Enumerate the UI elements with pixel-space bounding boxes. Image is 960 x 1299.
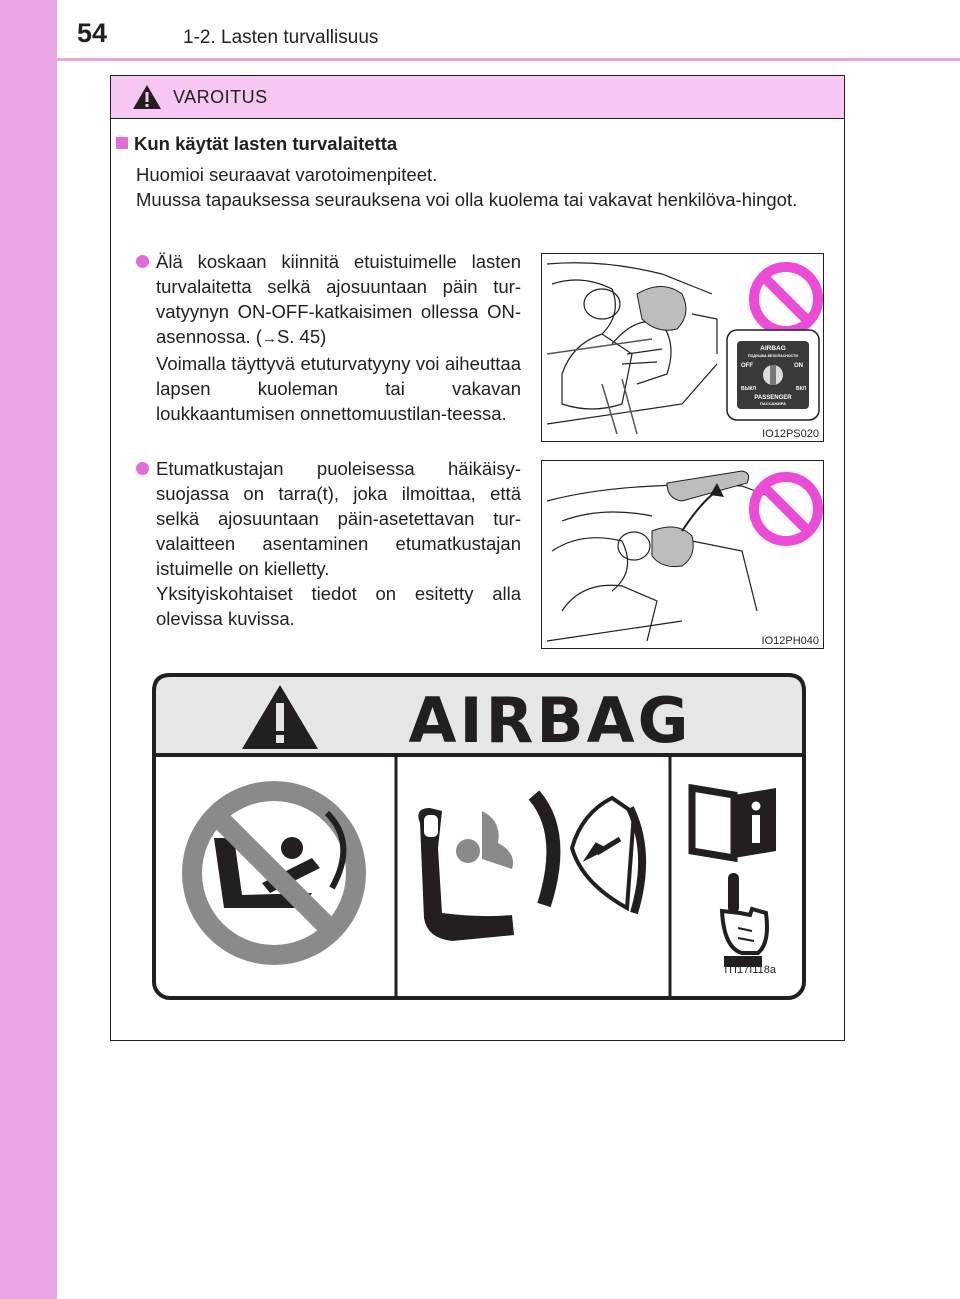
bullet-item bbox=[136, 456, 521, 631]
switch-subtitle: ПОДУШКА БЕЗОПАСНОСТИ bbox=[748, 354, 798, 358]
figure-sun-visor bbox=[541, 460, 824, 649]
airbag-label-graphic bbox=[152, 673, 806, 1001]
sun-visor-illustration bbox=[542, 461, 823, 648]
airbag-warning-label bbox=[152, 673, 806, 1001]
arrow-right-icon: → bbox=[261, 330, 277, 347]
round-bullet-icon bbox=[136, 462, 149, 475]
round-bullet-icon bbox=[136, 255, 149, 268]
figure-airbag-switch bbox=[541, 253, 824, 442]
bullet-item bbox=[136, 249, 521, 426]
switch-off-ru-label: ВЫКЛ bbox=[741, 386, 757, 392]
warning-subheading-text: Kun käytät lasten turvalaitetta bbox=[134, 133, 398, 154]
warning-header bbox=[111, 76, 844, 119]
section-title: 1-2. Lasten turvallisuus bbox=[183, 27, 379, 48]
warning-box bbox=[110, 75, 845, 1041]
header-rule bbox=[57, 58, 960, 61]
switch-on-label: ON bbox=[794, 363, 803, 369]
car-interior-illustration bbox=[542, 254, 823, 441]
switch-passenger-ru-label: ПАССАЖИРА bbox=[760, 401, 786, 406]
warning-subheading bbox=[116, 133, 397, 155]
switch-on-ru-label: ВКЛ bbox=[796, 386, 807, 392]
airbag-label-title: AIRBAG bbox=[408, 684, 692, 757]
switch-passenger-label: PASSENGER bbox=[754, 395, 792, 401]
switch-off-label: OFF bbox=[741, 363, 753, 369]
bullet-text: Etumatkustajan puoleisessa häikäisy-suojassa on tarra(t), joka ilmoittaa, että selkä ajosuuntaan päin-asetettavan tur-valaitteen asentaminen etumatkustajan istuimelle on kielletty. bbox=[156, 458, 521, 579]
bullet-text: Voimalla täyttyvä etuturvatyyny voi aiheuttaa lapsen kuoleman tai vakavan loukkaantumisen onnettomuustilan-teessa. bbox=[156, 353, 521, 424]
square-bullet-icon bbox=[116, 137, 128, 149]
warning-title: VAROITUS bbox=[173, 87, 268, 107]
warning-intro bbox=[136, 162, 831, 212]
figure-code: IO12PH040 bbox=[761, 635, 819, 647]
bullet-text: Yksityiskohtaiset tiedot on esitetty alla olevissa kuvissa. bbox=[156, 583, 521, 629]
intro-line: Huomioi seuraavat varotoimenpiteet. bbox=[136, 164, 438, 185]
bullet-text: Älä koskaan kiinnitä etuistuimelle lasten turvalaitetta selkä ajosuuntaan päin tur-vatyynyn ON-OFF-katkaisimen ollessa ON-asennossa. ( bbox=[156, 251, 521, 347]
figure-code: ITI17I118a bbox=[724, 964, 776, 976]
page-reference-link[interactable]: S. 45) bbox=[276, 326, 327, 347]
intro-line: Muussa tapauksessa seurauksena voi olla kuolema tai vakavat henkilöva-hingot. bbox=[136, 189, 798, 210]
figure-code: IO12PS020 bbox=[762, 428, 819, 440]
prohibition-icon bbox=[754, 477, 818, 541]
page-number: 54 bbox=[77, 18, 108, 48]
no-child-seat-icon bbox=[182, 781, 366, 965]
switch-title: AIRBAG bbox=[760, 345, 786, 352]
warning-triangle-icon bbox=[132, 84, 162, 110]
side-color-strip bbox=[0, 0, 57, 1299]
prohibition-icon bbox=[754, 267, 818, 331]
airbag-switch-icon bbox=[727, 330, 819, 420]
